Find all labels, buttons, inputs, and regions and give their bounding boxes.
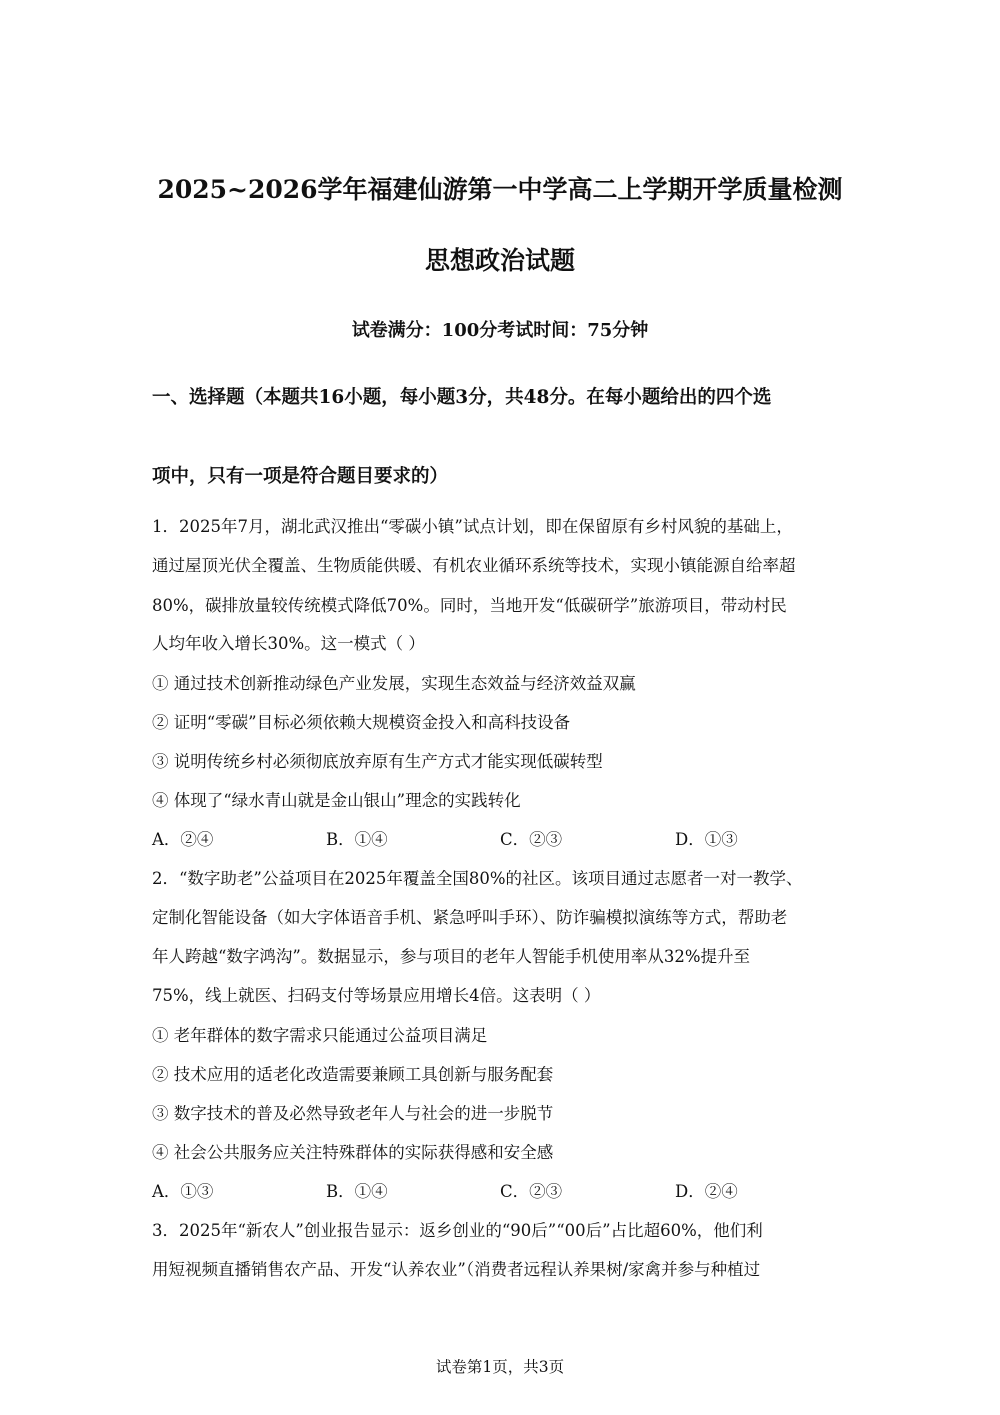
question-option: ④ 社会公共服务应关注特殊群体的实际获得感和安全感 (152, 1143, 554, 1162)
answer-choice-c: C．②③ (500, 830, 563, 849)
question-stem-line: 1．2025年7月，湖北武汉推出“零碳小镇”试点计划，即在保留原有乡村风貌的基础上， (152, 517, 793, 536)
page-footer: 试卷第1页，共3页 (435, 1358, 565, 1376)
question-option: ② 技术应用的适老化改造需要兼顾工具创新与服务配套 (152, 1065, 554, 1084)
question-option: ② 证明“零碳”目标必须依赖大规模资金投入和高科技设备 (152, 713, 571, 732)
section-heading-line1: 一、选择题（本题共16小题，每小题3分，共48分。在每小题给出的四个选 (152, 387, 772, 408)
question-stem-line: 年人跨越“数字鸿沟”。数据显示，参与项目的老年人智能手机使用率从32%提升至 (152, 947, 751, 966)
question-stem-line: 人均年收入增长30%。这一模式（ ） (152, 634, 425, 653)
answer-choice-d: D．①③ (675, 830, 738, 849)
question-option: ③ 说明传统乡村必须彻底放弃原有生产方式才能实现低碳转型 (152, 752, 603, 771)
question-stem-line: 3．2025年“新农人”创业报告显示：返乡创业的“90后”“00后”占比超60%，他们利 (152, 1221, 763, 1240)
question-option: ④ 体现了“绿水青山就是金山银山”理念的实践转化 (152, 791, 521, 810)
section-heading-line2: 项中，只有一项是符合题目要求的） (152, 466, 449, 487)
answer-choice-a: A．①③ (152, 1182, 214, 1201)
question-option: ① 老年群体的数字需求只能通过公益项目满足 (152, 1026, 488, 1045)
question-stem-line: 用短视频直播销售农产品、开发“认养农业”（消费者远程认养果树/家禽并参与种植过 (152, 1260, 761, 1279)
question-stem-line: 2．“数字助老”公益项目在2025年覆盖全国80%的社区。该项目通过志愿者一对一教学、 (152, 869, 803, 888)
question-stem-line: 75%，线上就医、扫码支付等场景应用增长4倍。这表明（ ） (152, 986, 601, 1005)
answer-choice-c: C．②③ (500, 1182, 563, 1201)
exam-title-line1: 2025~2026学年福建仙游第一中学高二上学期开学质量检测 (157, 175, 843, 204)
answer-choice-d: D．②④ (675, 1182, 738, 1201)
answer-choice-b: B．①④ (326, 1182, 388, 1201)
question-stem-line: 通过屋顶光伏全覆盖、生物质能供暖、有机农业循环系统等技术，实现小镇能源自给率超 (152, 556, 796, 575)
exam-info: 试卷满分：100分考试时间：75分钟 (351, 320, 649, 341)
answer-choice-b: B．①④ (326, 830, 388, 849)
question-stem-line: 80%，碳排放量较传统模式降低70%。同时，当地开发“低碳研学”旅游项目，带动村民 (152, 596, 787, 615)
exam-title-line2: 思想政治试题 (424, 246, 575, 275)
question-option: ③ 数字技术的普及必然导致老年人与社会的进一步脱节 (152, 1104, 554, 1123)
answer-choice-a: A．②④ (152, 830, 214, 849)
question-option: ① 通过技术创新推动绿色产业发展，实现生态效益与经济效益双赢 (152, 674, 636, 693)
question-stem-line: 定制化智能设备（如大字体语音手机、紧急呼叫手环）、防诈骗模拟演练等方式，帮助老 (152, 908, 788, 927)
